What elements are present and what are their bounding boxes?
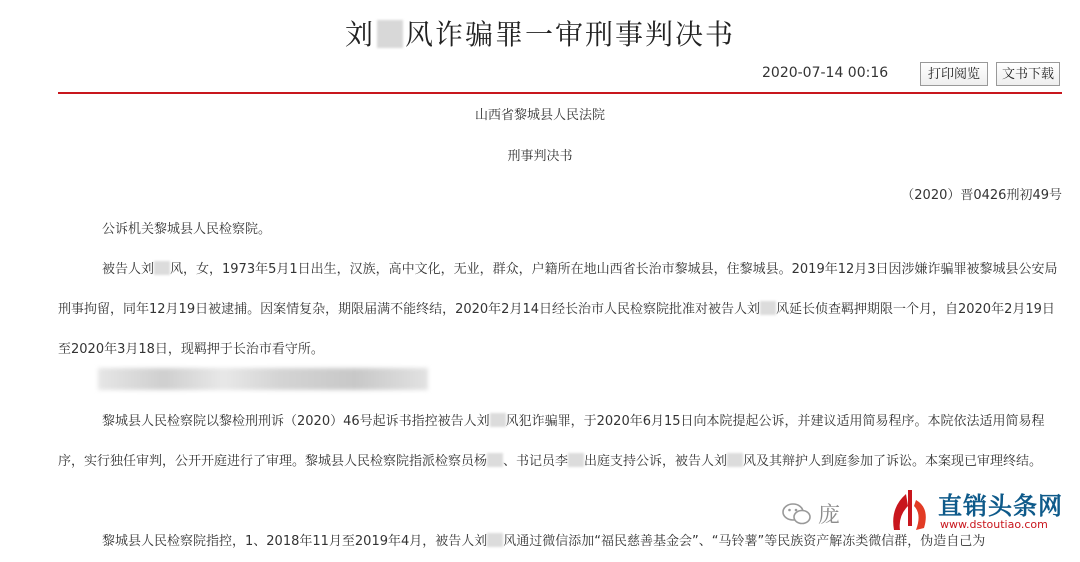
site-name: 直销头条网 [938, 492, 1063, 520]
redacted-name-block [377, 20, 403, 48]
download-button[interactable]: 文书下载 [996, 62, 1060, 86]
redacted-block [487, 533, 503, 547]
paragraph-text: 风犯诈骗罪，于2020年6月15日向本院提起公诉，并建议适用简易程序。本院依法适用简易程序，实行独任审判，公开开庭进行了审理。黎城县人民检察院指派检察员杨 [58, 414, 1045, 469]
paragraph-text: 出庭支持公诉，被告人刘 [584, 454, 728, 469]
paragraph-text: 公诉机关黎城县人民检察院。 [102, 222, 272, 237]
paragraph-text: 黎城县人民检察院以黎检刑刑诉（2020）46号起诉书指控被告人刘 [102, 414, 490, 429]
paragraph-defendant [58, 250, 1062, 370]
document-type: 刑事判决书 [507, 149, 573, 164]
wechat-icon [782, 502, 812, 531]
paragraph-text: 风，女，1973年5月1日出生，汉族，高中文化，无业，群众，户籍所在地山西省长治市黎城县，住黎城县。2019年12月3日因涉嫌诈骗罪被黎城县公安局刑事拘留，同年12月19日被逮捕。因案情复杂，期限届满不能终结，2020年2月14日经长治市人民检察院批准对被告人刘 [58, 262, 1058, 317]
paragraph-text: 黎城县人民检察院指控，1、2018年11月至2019年4月，被告人刘 [102, 534, 488, 549]
site-url: www.dstoutiao.com [940, 518, 1048, 531]
paragraph-text: 被告人刘 [102, 262, 155, 277]
wechat-account-name: 庞 [818, 503, 843, 528]
paragraph-text: 风通过微信添加“福民慈善基金会”、“马铃薯”等民族资产解冻类微信群，伪造自己为 [503, 534, 986, 549]
redacted-block [487, 453, 503, 467]
title-row [0, 10, 1080, 56]
title-suffix: 风诈骗罪一审刑事判决书 [405, 18, 736, 51]
redacted-block [760, 301, 776, 315]
page-title [0, 18, 1080, 52]
site-logo-icon [886, 486, 932, 536]
paragraph-text: 、书记员李 [503, 454, 569, 469]
court-name: 山西省黎城县人民法院 [474, 108, 605, 123]
paragraph-prosecutor [58, 210, 1062, 250]
redacted-block [727, 453, 743, 467]
case-number: （2020）晋0426刑初49号 [901, 188, 1062, 203]
paragraph-procedure [58, 402, 1062, 482]
paragraph-text: 风延长侦查羁押期限一个月，自2020年2月19日至2020年3月18日，现羁押于长治市看守所。 [58, 302, 1055, 357]
redacted-block [568, 453, 584, 467]
paragraph-text: 风及其辩护人到庭参加了诉讼。本案现已审理终结。 [743, 454, 1043, 469]
redacted-block [154, 261, 170, 275]
print-preview-button[interactable]: 打印阅览 [920, 62, 988, 86]
publish-date: 2020-07-14 00:16 [762, 65, 889, 81]
redacted-line [98, 368, 428, 390]
site-watermark [938, 486, 1078, 542]
header-divider [58, 92, 1062, 94]
redacted-block [490, 413, 506, 427]
title-prefix: 刘 [344, 18, 375, 51]
meta-row [0, 62, 1080, 90]
wechat-watermark [782, 494, 892, 534]
